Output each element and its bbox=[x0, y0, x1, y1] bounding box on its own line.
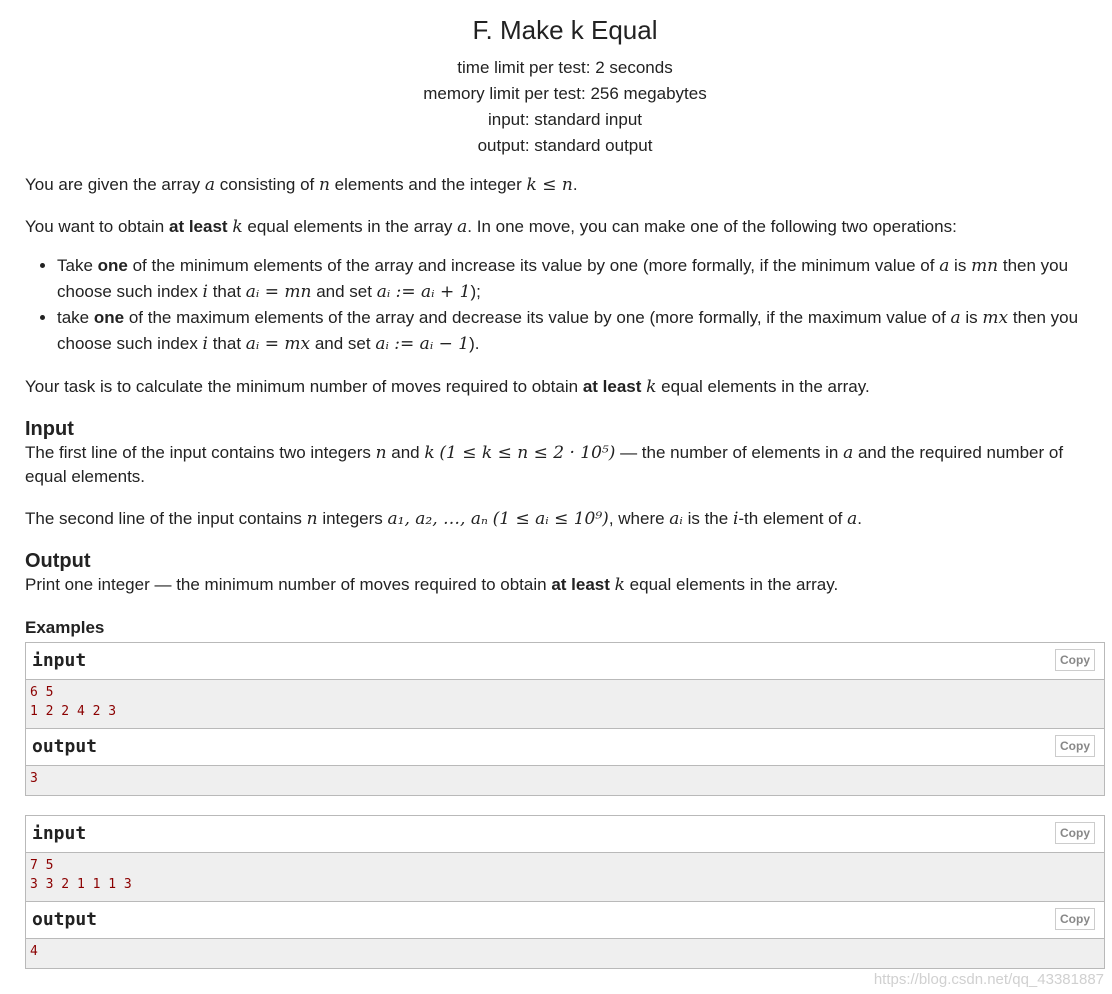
examples-heading: Examples bbox=[25, 618, 105, 637]
sample-input-text: 6 5 1 2 2 4 2 3 bbox=[26, 680, 1104, 728]
example-2-output bbox=[25, 901, 1105, 969]
input-spec: input: standard input bbox=[487, 110, 643, 129]
copy-button[interactable]: Copy bbox=[1055, 649, 1095, 671]
time-limit: time limit per test: 2 seconds bbox=[457, 58, 673, 77]
sample-output-label: output bbox=[26, 729, 1104, 766]
output-section bbox=[25, 549, 1105, 597]
problem-statement bbox=[25, 0, 1105, 969]
input-heading: Input bbox=[25, 418, 74, 440]
sample-output-text: 4 bbox=[26, 939, 1104, 968]
statement-paragraph-1: You are given the array a consisting of n elements and the integer k ≤ n. bbox=[25, 175, 578, 195]
statement-paragraph-3: Your task is to calculate the minimum number of moves required to obtain at least k equal elements in the array. bbox=[25, 377, 870, 397]
list-item: • Take one of the minimum elements of the array and increase its value by one (more formally, if the minimum value of a is mn then you choose such index i that aᵢ = mn and set aᵢ := aᵢ + 1); bbox=[57, 253, 1105, 305]
operations-list bbox=[25, 253, 1105, 357]
example-2-input bbox=[25, 815, 1105, 902]
output-heading: Output bbox=[25, 550, 91, 572]
example-1-input bbox=[25, 642, 1105, 729]
problem-title: F. Make k Equal bbox=[472, 15, 658, 45]
memory-limit: memory limit per test: 256 megabytes bbox=[423, 84, 707, 103]
list-item: • take one of the maximum elements of the array and decrease its value by one (more formally, if the maximum value of a is mx then you choose such index i that aᵢ = mx and set aᵢ := aᵢ − 1). bbox=[57, 305, 1105, 357]
copy-button[interactable]: Copy bbox=[1055, 822, 1095, 844]
output-paragraph: Print one integer — the minimum number of moves required to obtain at least k equal elements in the array. bbox=[25, 575, 839, 595]
sample-input-text: 7 5 3 3 2 1 1 1 3 bbox=[26, 853, 1104, 901]
statement-paragraph-2: You want to obtain at least k equal elements in the array a. In one move, you can make one of the following two operations: bbox=[25, 217, 957, 237]
copy-button[interactable]: Copy bbox=[1055, 735, 1095, 757]
input-paragraph-1: The first line of the input contains two integers n and k (1 ≤ k ≤ n ≤ 2 · 10⁵) — the number of elements in a and the required number of equal elements. bbox=[25, 443, 1064, 486]
copy-button[interactable]: Copy bbox=[1055, 908, 1095, 930]
sample-output-text: 3 bbox=[26, 766, 1104, 795]
input-paragraph-2: The second line of the input contains n integers a₁, a₂, …, aₙ (1 ≤ aᵢ ≤ 10⁹), where aᵢ is the i-th element of a. bbox=[25, 509, 862, 529]
sample-input-label: input bbox=[26, 816, 1104, 853]
watermark: https://blog.csdn.net/qq_43381887 bbox=[873, 971, 1104, 988]
problem-limits bbox=[25, 55, 1105, 159]
input-section bbox=[25, 417, 1105, 531]
sample-output-label: output bbox=[26, 902, 1104, 939]
example-1-output bbox=[25, 728, 1105, 796]
sample-input-label: input bbox=[26, 643, 1104, 680]
output-spec: output: standard output bbox=[477, 136, 653, 155]
